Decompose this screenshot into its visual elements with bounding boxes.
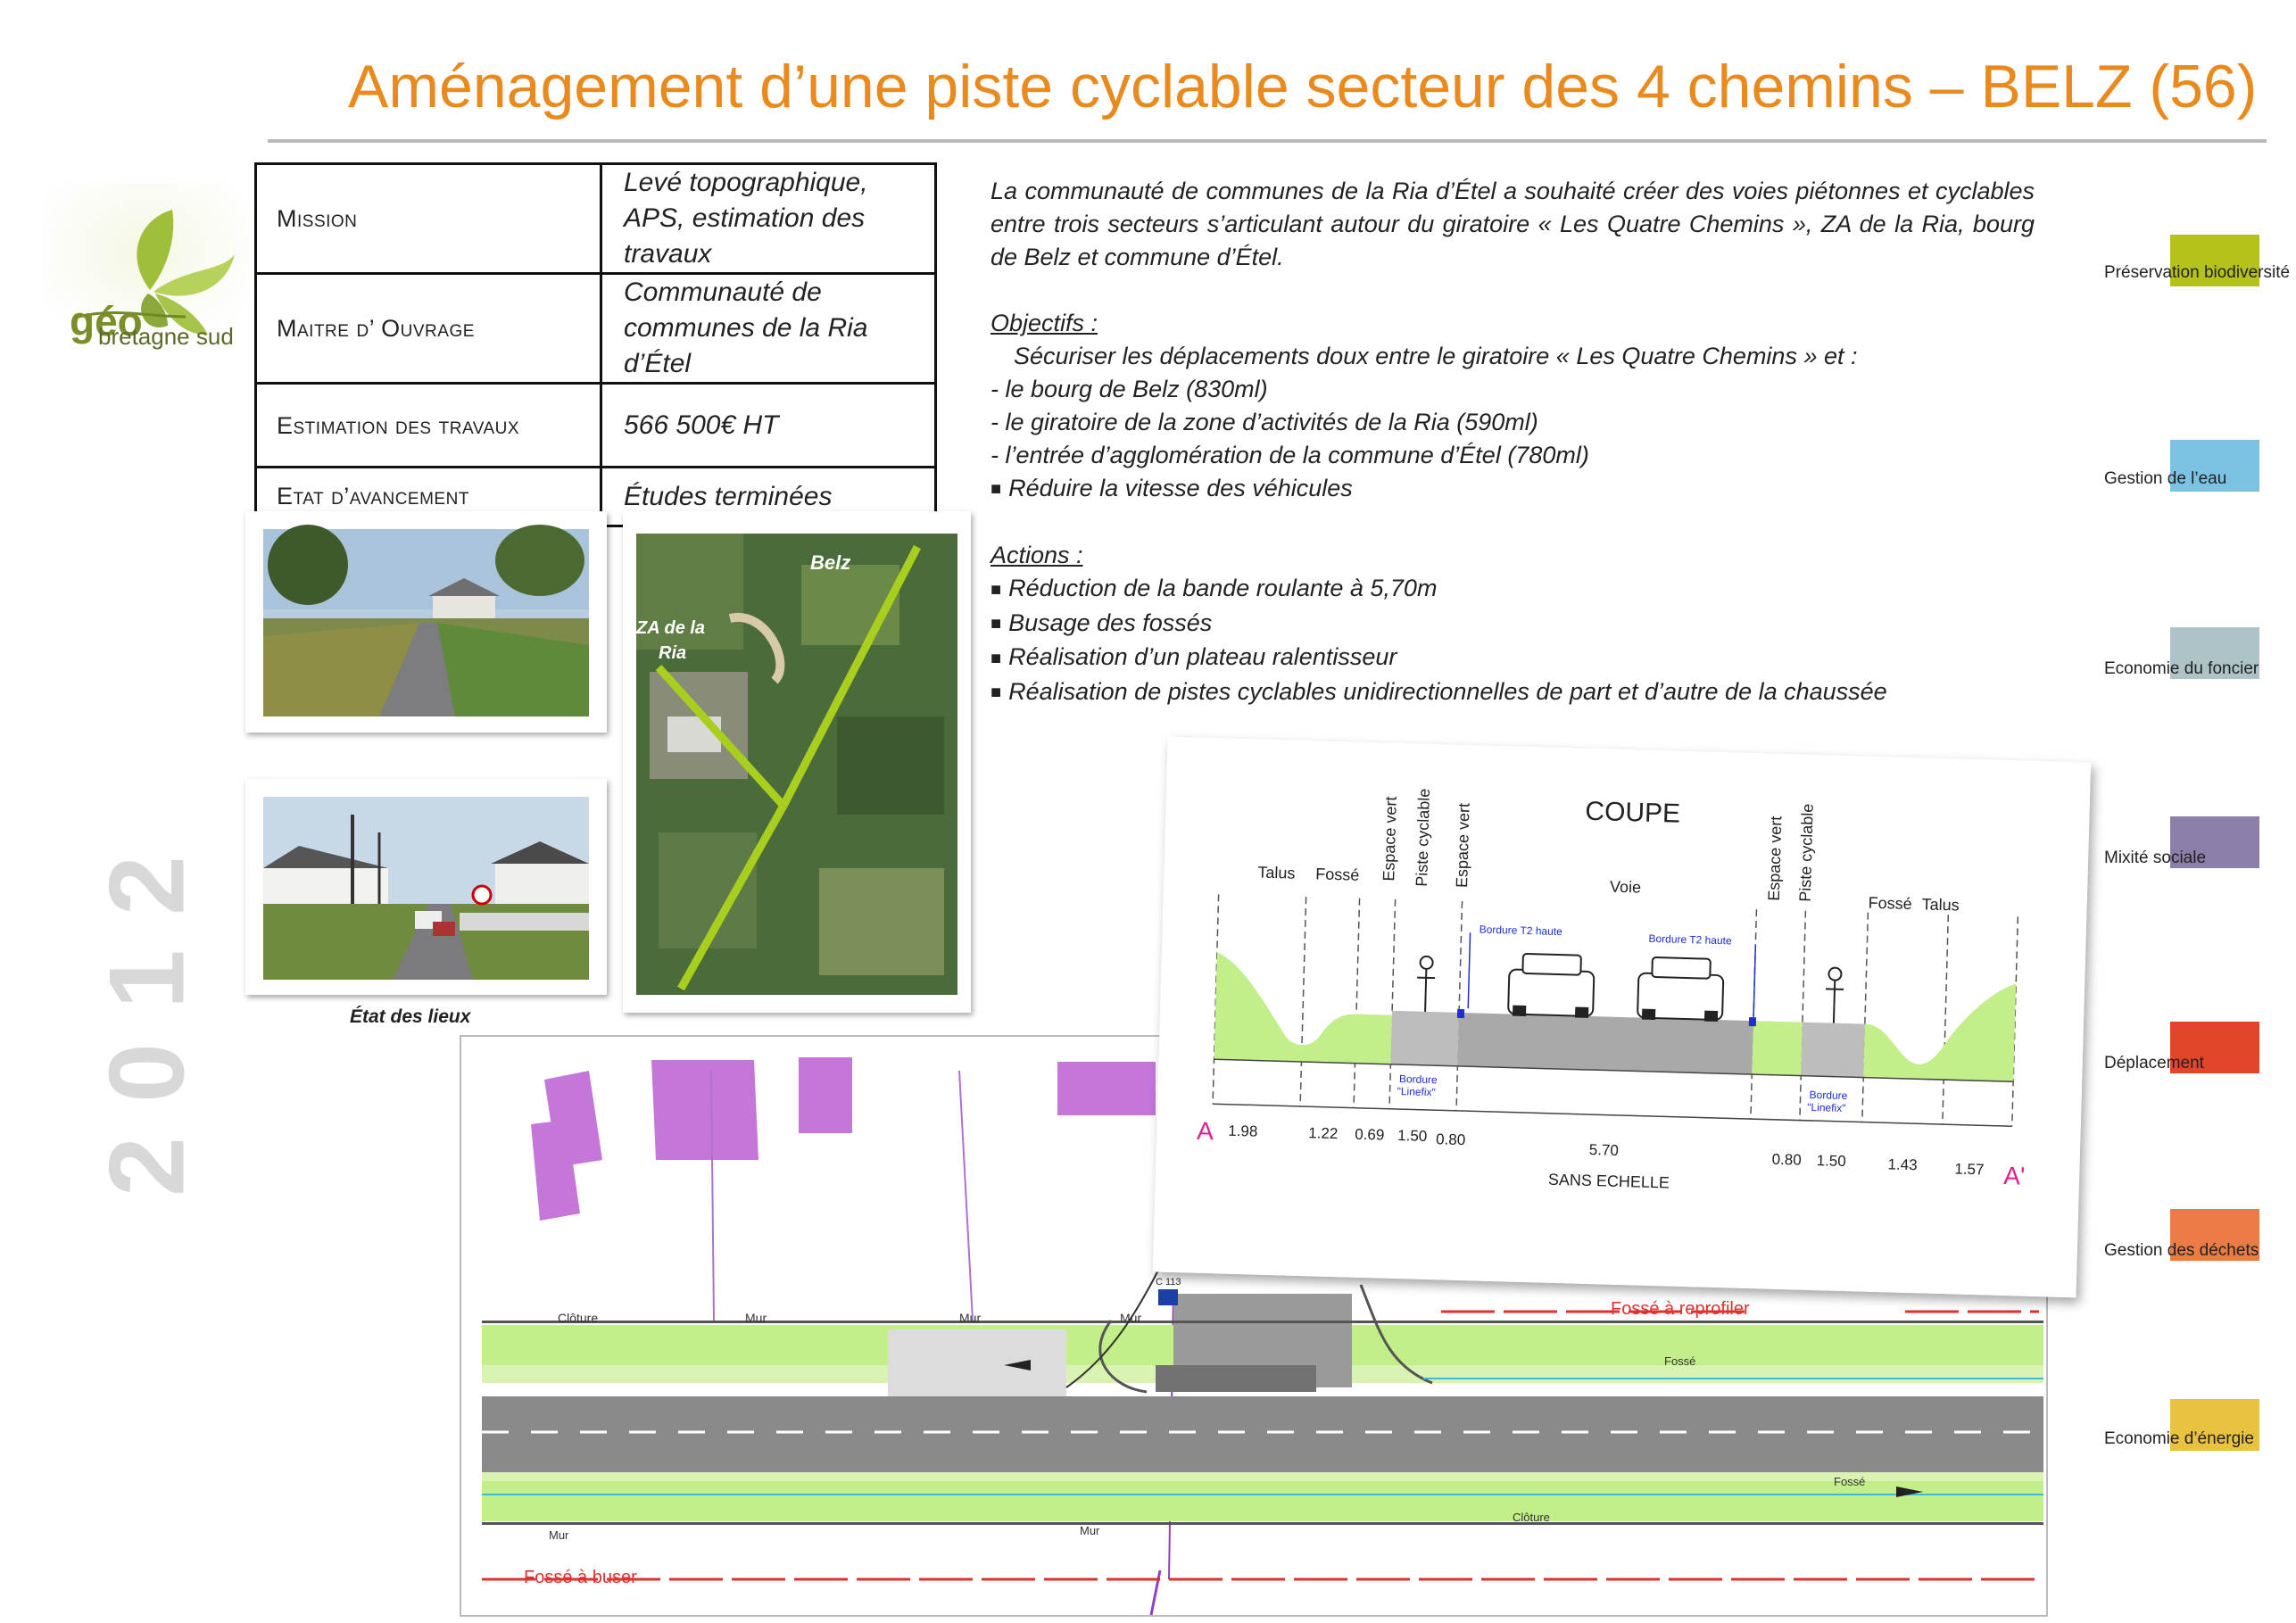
year-digit: 0 (87, 1043, 207, 1103)
coupe-note-bordure: Bordure (1398, 1072, 1438, 1087)
title-divider (268, 139, 2267, 143)
year-digit: 2 (87, 856, 207, 915)
coupe-dim: 1.43 (1887, 1155, 1918, 1174)
plan-label-mur: Mur (1080, 1524, 1100, 1537)
action-item (991, 572, 2035, 606)
logo-text-sub: bretagne sud (98, 323, 234, 350)
info-value-estimation: 566 500€ HT (601, 384, 936, 468)
objective-bullet-item (991, 472, 2035, 506)
action-text: Réduction de la bande roulante à 5,70m (1008, 575, 1438, 602)
year-digit: 2 (87, 1137, 207, 1197)
objective-item: - l’entrée d’agglomération de la commune d’Étel (780ml) (991, 442, 1589, 468)
legend-label-foncier: Economie du foncier (2104, 659, 2259, 678)
coupe-title: COUPE (1584, 796, 1681, 829)
photo-caption: État des lieux (350, 1006, 471, 1027)
action-text: Busage des fossés (1008, 609, 1213, 636)
coupe-dim: 1.50 (1397, 1127, 1428, 1145)
plan-label-mur: Mur (745, 1311, 767, 1325)
legend-label-mixite: Mixité sociale (2104, 849, 2207, 867)
plan-label-mur: Mur (1120, 1311, 1142, 1325)
plan-label-cloture: Clôture (558, 1311, 599, 1325)
coupe-dim: 5.70 (1588, 1141, 1620, 1159)
coupe-dim: 0.69 (1354, 1125, 1385, 1144)
info-key-maitre-ouvrage: Maitre d’ Ouvrage (256, 274, 601, 384)
map-label-za-line1: ZA de la (636, 618, 706, 638)
action-item (991, 607, 2035, 641)
table-row (256, 274, 936, 384)
action-item (991, 641, 2035, 675)
coupe-label-fosse: Fossé (1315, 865, 1360, 884)
plan-label-mur: Mur (959, 1311, 982, 1325)
coupe-dim: 0.80 (1771, 1150, 1802, 1169)
legend-label-eau: Gestion de l’eau (2104, 469, 2227, 488)
action-item (991, 675, 2035, 709)
info-key-mission: Mission (256, 164, 601, 274)
coupe-label-espace-vert: Espace vert (1452, 802, 1473, 889)
coupe-label-talus: Talus (1921, 895, 1960, 915)
plan-label-fosse: Fossé (1664, 1354, 1696, 1368)
project-info-table (254, 162, 937, 527)
legend-label-dechets: Gestion des déchets (2104, 1241, 2259, 1260)
coupe-note-linefix: "Linefix" (1397, 1085, 1436, 1099)
info-key-estimation: Estimation des travaux (256, 384, 601, 468)
coupe-subtitle: SANS ECHELLE (1547, 1170, 1670, 1192)
objective-bullet-text: Réduire la vitesse des véhicules (1008, 475, 1353, 501)
page-title: Aménagement d’une piste cyclable secteur des 4 chemins – BELZ (56) (348, 53, 2258, 120)
intro-paragraph: La communauté de communes de la Ria d’Étel a souhaité créer des voies piétonnes et cyclables entre trois secteurs s’articulant autour du giratoire « Les Quatre Chemins », ZA de la Ria, bourg de Belz et commune d’Étel. (991, 178, 2035, 270)
coupe-dim: 1.98 (1228, 1122, 1258, 1140)
objective-item: - le giratoire de la zone d’activités de la Ria (590ml) (991, 409, 1538, 435)
plan-label-fosse-buser: Fossé à buser (524, 1568, 637, 1587)
bullet-icon: ■ (991, 579, 1002, 600)
bullet-icon: ■ (991, 682, 1002, 702)
plan-label-sign: C 113 (1156, 1277, 1181, 1288)
coupe-dim: 1.22 (1307, 1124, 1339, 1143)
bullet-icon: ■ (991, 648, 1002, 668)
coupe-label-voie: Voie (1609, 877, 1642, 897)
action-text: Réalisation de pistes cyclables unidirectionnelles de part et d’autre de la chaussée (1008, 677, 1887, 705)
coupe-mark-a: A (1196, 1116, 1214, 1146)
coupe-label-espace-vert: Espace vert (1380, 796, 1400, 882)
legend-label-biodiversite: Préservation biodiversité (2104, 263, 2291, 282)
coupe-label-piste-cyclable: Piste cyclable (1413, 788, 1434, 887)
legend-label-deplacement: Déplacement (2104, 1054, 2204, 1072)
site-photo-2 (245, 779, 607, 995)
logo-text-main: géo (70, 298, 143, 344)
plan-label-cloture: Clôture (1513, 1511, 1550, 1524)
coupe-mark-a-prime: A' (2002, 1162, 2026, 1190)
plan-label-fosse-reprofiler: Fossé à reprofiler (1611, 1299, 1750, 1319)
actions-heading: Actions : (991, 542, 1083, 569)
coupe-dim: 1.50 (1816, 1152, 1846, 1171)
map-label-za-line2: Ria (659, 643, 687, 663)
info-value-mission: Levé topographique, APS, estimation des travaux (601, 164, 936, 274)
year-vertical (87, 839, 207, 1213)
coupe-label-espace-vert: Espace vert (1764, 816, 1786, 901)
year-digit: 1 (87, 949, 207, 1009)
objective-item: - le bourg de Belz (830ml) (991, 376, 1268, 402)
table-row (256, 384, 936, 468)
coupe-note-bordure-t2: Bordure T2 haute (1479, 923, 1563, 939)
coupe-label-fosse: Fossé (1868, 893, 1912, 914)
sign-c113-icon (1158, 1289, 1178, 1305)
info-key-etat: Etat d’avancement (256, 468, 601, 526)
coupe-dim: 0.80 (1435, 1130, 1466, 1149)
legend-label-energie: Economie d’énergie (2104, 1429, 2254, 1448)
site-photo-1 (245, 511, 607, 733)
bullet-icon: ■ (991, 479, 1002, 500)
coupe-dim: 1.57 (1954, 1160, 1985, 1179)
cross-section-drawing (1153, 737, 2091, 1298)
objectives-heading: Objectifs : (991, 310, 1098, 336)
info-value-maitre-ouvrage: Communauté de communes de la Ria d’Étel (601, 274, 936, 384)
coupe-note-bordure: Bordure (1809, 1088, 1848, 1103)
plan-label-fosse: Fossé (1834, 1475, 1866, 1488)
aerial-map (623, 511, 971, 1013)
objectives-intro: Sécuriser les déplacements doux entre le giratoire « Les Quatre Chemins » et : (1014, 343, 1858, 369)
table-row (256, 164, 936, 274)
coupe-note-linefix: "Linefix" (1807, 1100, 1846, 1115)
bullet-icon: ■ (991, 614, 1002, 634)
plan-label-mur: Mur (549, 1528, 569, 1542)
coupe-label-piste-cyclable: Piste cyclable (1795, 803, 1817, 902)
action-text: Réalisation d’un plateau ralentisseur (1008, 643, 1397, 671)
map-label-belz: Belz (810, 551, 851, 574)
coupe-note-bordure-t2: Bordure T2 haute (1648, 932, 1732, 948)
coupe-label-talus: Talus (1257, 863, 1296, 882)
info-value-etat: Études terminées (601, 468, 936, 526)
project-description (991, 175, 2035, 709)
